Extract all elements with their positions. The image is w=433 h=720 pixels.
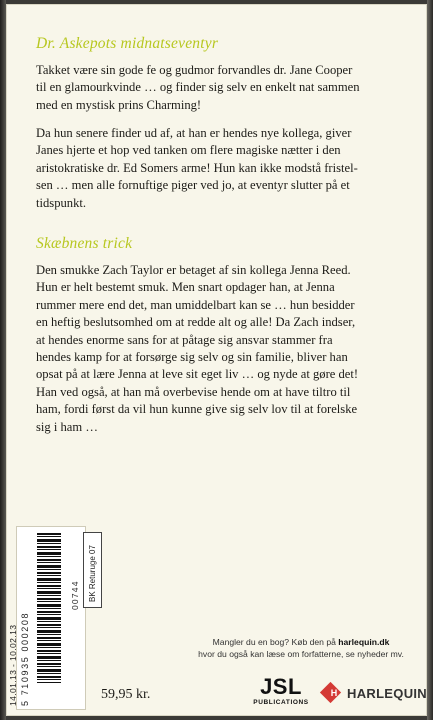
text-line: opsat på at lære Jenna at leve sit eget liv … og nyde at gøre det! (36, 367, 359, 382)
text-line: at hendes enorme sans for at påtage sig ansvar stammer fra (36, 332, 333, 347)
price: 59,95 kr. (101, 687, 151, 702)
text-line: rummer mere end det, man umiddelbart kan se … hun besidder (36, 297, 355, 312)
section-title-askepot: Dr. Askepots midnatseventyr (36, 35, 219, 52)
blurb-paragraph-3 (36, 262, 408, 436)
barcode-addon-number: 00744 (70, 580, 80, 610)
book-edge-right (427, 0, 433, 720)
text-line: tidspunkt. (36, 195, 87, 210)
text-line: hendes kamp for at forsørge sig selv og sin familie, bliver han (36, 350, 348, 365)
harlequin-mark: H (330, 688, 338, 698)
text-line: aristokratiske dr. Ed Somers arme! Hun kan ikke modstå fristel- (36, 160, 358, 175)
text-line: ham, fordi først da vil hun kunne give sig selv lov til at forelske (36, 402, 358, 417)
blurb-paragraph-1 (36, 62, 408, 114)
text-line: en heftig beslutsomhed om at redde alt og alle! Da Zach indser, (36, 315, 356, 330)
order-info-line-1 (186, 637, 416, 647)
blurb-paragraph-2 (36, 125, 408, 212)
text-line: sen … men alle fornuftige piger ved jo, at eventyr slutter på et (36, 178, 350, 193)
jsl-logo-text: JSL (260, 674, 302, 699)
return-week-label: BK Returuge 07 (88, 545, 97, 602)
text-line: Den smukke Zach Taylor er betaget af sin kollega Jenna Reed. (36, 263, 351, 277)
harlequin-logo-text: HARLEQUIN (347, 686, 427, 701)
text-line: sig i ham … (36, 419, 98, 434)
text-line: Takket være sin gode fe og gudmor forvandles dr. Jane Cooper (36, 63, 353, 77)
order-info-text: Mangler du en bog? Køb den på (212, 637, 339, 647)
jsl-logo-subtext: PUBLICATIONS (253, 699, 309, 706)
barcode-bars (37, 533, 61, 683)
text-line: Han ved også, at han må overbevise hende om at have tiltro til (36, 384, 351, 399)
text-line: med en mystisk prins Charming! (36, 97, 202, 112)
section-title-skaebnens-trick: Skæbnens trick (36, 235, 133, 252)
text-line: Hun er helt bestemt smuk. Men snart opdager han, at Jenna (36, 280, 335, 295)
text-line: Janes hjerte et hop ved tanken om flere magiske nætter i den (36, 143, 341, 158)
text-line: Da hun senere finder ud af, at han er hendes nye kollega, giver (36, 126, 352, 140)
jsl-publications-logo (246, 676, 316, 706)
harlequin-link[interactable]: harlequin.dk (338, 637, 390, 647)
barcode-date-range: 14.01.13 - 10.02.13 (8, 624, 18, 706)
order-info-line-2: hvor du også kan læse om forfatterne, se nyheder mv. (198, 649, 404, 659)
barcode-number: 5 710935 000208 (20, 611, 30, 706)
text-line: til en glamourkvinde … og finder sig selv en enkelt nat sammen (36, 80, 360, 95)
